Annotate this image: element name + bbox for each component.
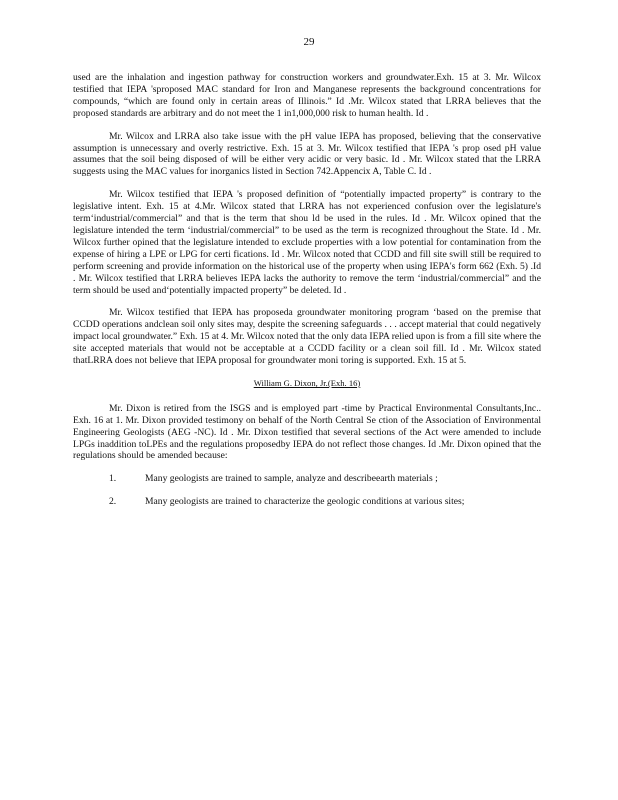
paragraph-continuation: used are the inhalation and ingestion pathway for construction workers and groundwater.Exh. 15 at 3. Mr. Wilcox testified that IEPA 'sproposed MAC standard for Iron and Manganese represents the background concentrations for compounds, “which are found only in certain areas of Illinois.” Id .Mr. Wilcox stated that LRRA believes that the proposed standards are arbitrary and do not meet the 1 in1,000,000 risk to human health. Id . [73, 72, 541, 119]
paragraph-groundwater-monitoring: Mr. Wilcox testified that IEPA has proposeda groundwater monitoring program ‘based on the premise that CCDD operations andclean soil only sites may, despite the screening safeguards . . . accept material that could negatively impact local groundwater.” Exh. 15 at 4. Mr. Wilcox noted that the only data IEPA relied upon is from a fill site where the site accepted materials that would not be acceptable at a CCDD facility or a clean soil fill. Id . Mr. Wilcox stated thatLRRA does not believe that IEPA proposal for groundwater moni toring is supported. Exh. 15 at 5. [73, 307, 541, 367]
list-item [73, 473, 541, 485]
paragraph-impacted-property: Mr. Wilcox testified that IEPA 's proposed definition of “potentially impacted property” is contrary to the legislative intent. Exh. 15 at 4.Mr. Wilcox stated that LRRA has not experienced confusion over the legislature's term‘industrial/commercial” and that is the term that shou ld be used in the rules. Id . Mr. Wilcox opined that the legislature intended the term ‘industrial/commercial” to be used as the term is recognized throughout the State. Id . Mr. Wilcox further opined that the legislature intended to exclude properties with a low potential for contamination from the expense of hiring a LPE or LPG for certi fications. Id . Mr. Wilcox noted that CCDD and fill site swill still be required to perform screening and provide information on the historical use of the property when using IEPA's form 662 (Exh. 5) .Id . Mr. Wilcox testified that LRRA believes IEPA lacks the authority to remove the term ‘industrial/commercial” and the term should be used and‘potentially impacted property” be deleted. Id . [73, 189, 541, 296]
numbered-list [73, 473, 541, 508]
page-number: 29 [303, 36, 315, 48]
list-item-text: Many geologists are trained to characterize the geologic conditions at various sites; [145, 496, 465, 508]
paragraph-ph-value: Mr. Wilcox and LRRA also take issue with the pH value IEPA has proposed, believing that the conservative assumption is unnecessary and overly restrictive. Exh. 15 at 3. Mr. Wilcox testified that IEPA 's prop osed pH value assumes that the soil being disposed of will be either very acidic or very basic. Id . Mr. Wilcox stated that the LRRA suggests using the MAC values for inorganics listed in Section 742.Appencix A, Table C. Id . [73, 130, 541, 178]
paragraph-dixon: Mr. Dixon is retired from the ISGS and is employed part -time by Practical Environmental Consultants,Inc.. Exh. 16 at 1. Mr. Dixon provided testimony on behalf of the North Central Se ction of the Association of Environmental Engineering Geologists (AEG -NC). Id . Mr. Dixon testified that several sections of the Act were amended to include LPGs inaddition toLPEs and the regulations proposedby IEPA do not reflect those changes. Id .Mr. Dixon opined that the regulations should be amended because: [73, 402, 541, 462]
list-item-number: 1. [109, 473, 117, 485]
list-item-text: Many geologists are trained to sample, analyze and describeearth materials ; [145, 473, 438, 485]
section-heading: William G. Dixon, Jr.(Exh. 16) [253, 377, 361, 388]
list-item [73, 496, 541, 508]
list-item-number: 2. [109, 496, 117, 508]
document-body [73, 72, 541, 519]
